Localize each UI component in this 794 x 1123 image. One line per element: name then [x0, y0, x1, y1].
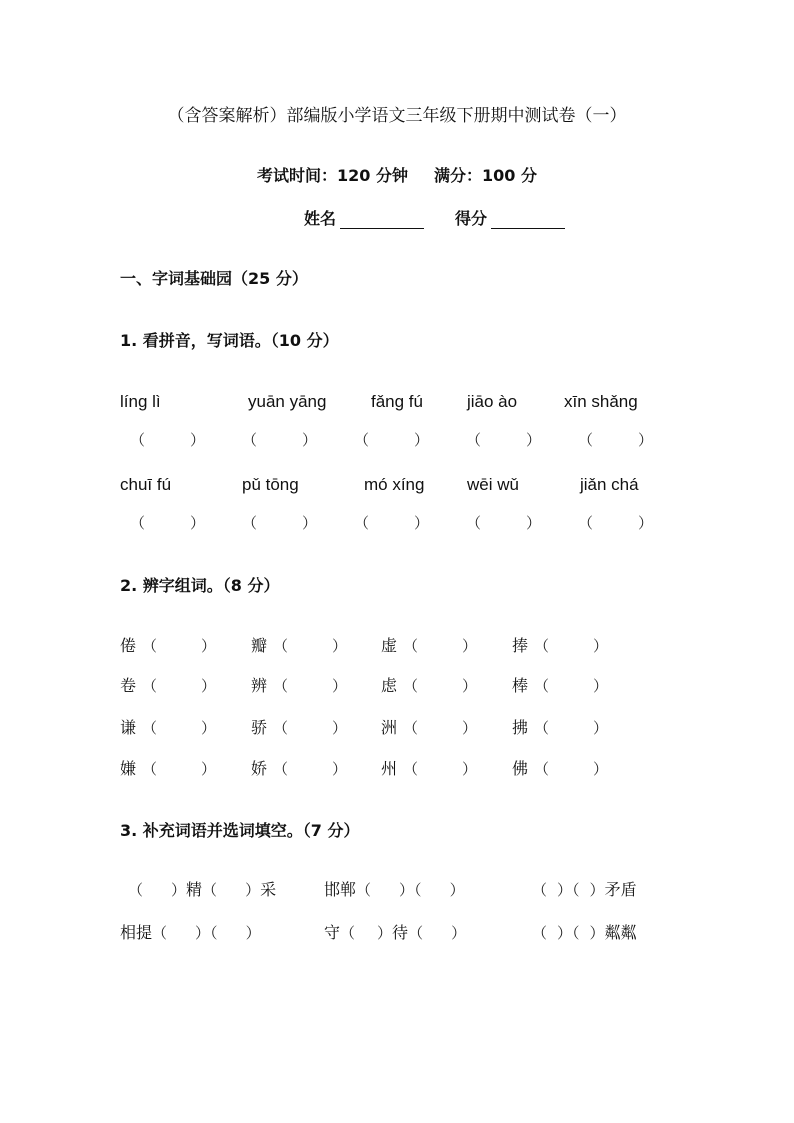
answer-bracket-right: ）: [190, 431, 206, 449]
char-item: 佛 （ ）: [512, 759, 609, 778]
char: 倦: [120, 636, 137, 655]
char: 洲: [381, 718, 398, 737]
char: 嫌: [120, 759, 137, 778]
page-title: （含答案解析）部编版小学语文三年级下册期中测试卷（一）: [167, 106, 627, 126]
answer-bracket-right: ）: [414, 431, 430, 449]
pinyin-item: fǎng fú: [371, 392, 423, 411]
char-item: 娇 （ ）: [251, 759, 348, 778]
char-item: 洲 （ ）: [381, 718, 478, 737]
char: 棒: [512, 676, 529, 695]
answer-bracket-right: ）: [526, 514, 542, 532]
pinyin-item: jiāo ào: [467, 392, 518, 411]
char-item: 谦 （ ）: [120, 718, 217, 737]
char-item: 拂 （ ）: [512, 718, 609, 737]
answer-bracket-right: ）: [638, 431, 654, 449]
pinyin-item: pǔ tōng: [242, 475, 299, 494]
answer-bracket-left: （: [578, 431, 594, 449]
char: 州: [381, 759, 398, 778]
char-item: 卷 （ ）: [120, 676, 217, 695]
answer-bracket-left: （: [242, 514, 258, 532]
char: 瓣: [251, 636, 268, 655]
pinyin-item: líng lì: [120, 392, 161, 411]
char: 卷: [120, 676, 137, 695]
char: 虚: [381, 636, 398, 655]
section-1-heading: 一、字词基础园（25 分）: [120, 269, 308, 288]
char-item: 倦 （ ）: [120, 636, 217, 655]
char-item: 瓣 （ ）: [251, 636, 348, 655]
answer-bracket-right: ）: [414, 514, 430, 532]
answer-bracket-left: （: [354, 514, 370, 532]
char-item: 虑 （ ）: [381, 676, 478, 695]
idiom-item: 相提（ ）（ ）: [120, 923, 261, 942]
char-item: 嫌 （ ）: [120, 759, 217, 778]
answer-bracket-right: ）: [302, 514, 318, 532]
pinyin-item: wēi wǔ: [467, 475, 519, 494]
name-blank[interactable]: [340, 214, 424, 229]
char-item: 州 （ ）: [381, 759, 478, 778]
score-label: 得分: [455, 209, 488, 228]
answer-bracket-left: （: [130, 514, 146, 532]
q2-heading: 2. 辨字组词。（8 分）: [120, 576, 280, 595]
char-item: 虚 （ ）: [381, 636, 478, 655]
char: 拂: [512, 718, 529, 737]
char: 佛: [512, 759, 529, 778]
char-item: 骄 （ ）: [251, 718, 348, 737]
idiom-item: 守（ ）待（ ）: [324, 923, 467, 942]
exam-meta: [0, 168, 794, 184]
idiom-item: （ ）（ ）矛盾: [532, 880, 637, 899]
pinyin-item: jiǎn chá: [580, 475, 639, 494]
idiom-item: 邯郸（ ）（ ）: [324, 880, 465, 899]
pinyin-item: mó xíng: [364, 475, 425, 494]
char-item: 辨 （ ）: [251, 676, 348, 695]
exam-full-score: 满分：100 分: [434, 166, 537, 185]
exam-time: 考试时间：120 分钟: [257, 166, 408, 185]
char: 捧: [512, 636, 529, 655]
answer-bracket-right: ）: [638, 514, 654, 532]
char: 谦: [120, 718, 137, 737]
q1-heading: 1. 看拼音，写词语。（10 分）: [120, 331, 339, 350]
answer-bracket-left: （: [466, 514, 482, 532]
q3-heading: 3. 补充词语并选词填空。（7 分）: [120, 821, 360, 840]
answer-bracket-left: （: [578, 514, 594, 532]
answer-bracket-right: ）: [526, 431, 542, 449]
pinyin-item: xīn shǎng: [564, 392, 638, 411]
answer-bracket-left: （: [466, 431, 482, 449]
pinyin-item: chuī fú: [120, 475, 172, 494]
score-blank[interactable]: [491, 214, 565, 229]
answer-bracket-right: ）: [190, 514, 206, 532]
answer-bracket-left: （: [354, 431, 370, 449]
answer-bracket-left: （: [130, 431, 146, 449]
idiom-item: （ ）（ ）粼粼: [532, 923, 637, 942]
answer-bracket-left: （: [242, 431, 258, 449]
idiom-item: （ ）精（ ）采: [128, 880, 277, 899]
char: 辨: [251, 676, 268, 695]
name-label: 姓名: [304, 209, 337, 228]
char: 骄: [251, 718, 268, 737]
pinyin-item: yuān yāng: [248, 392, 327, 411]
char-item: 棒 （ ）: [512, 676, 609, 695]
char: 娇: [251, 759, 268, 778]
char-item: 捧 （ ）: [512, 636, 609, 655]
char: 虑: [381, 676, 398, 695]
answer-bracket-right: ）: [302, 431, 318, 449]
